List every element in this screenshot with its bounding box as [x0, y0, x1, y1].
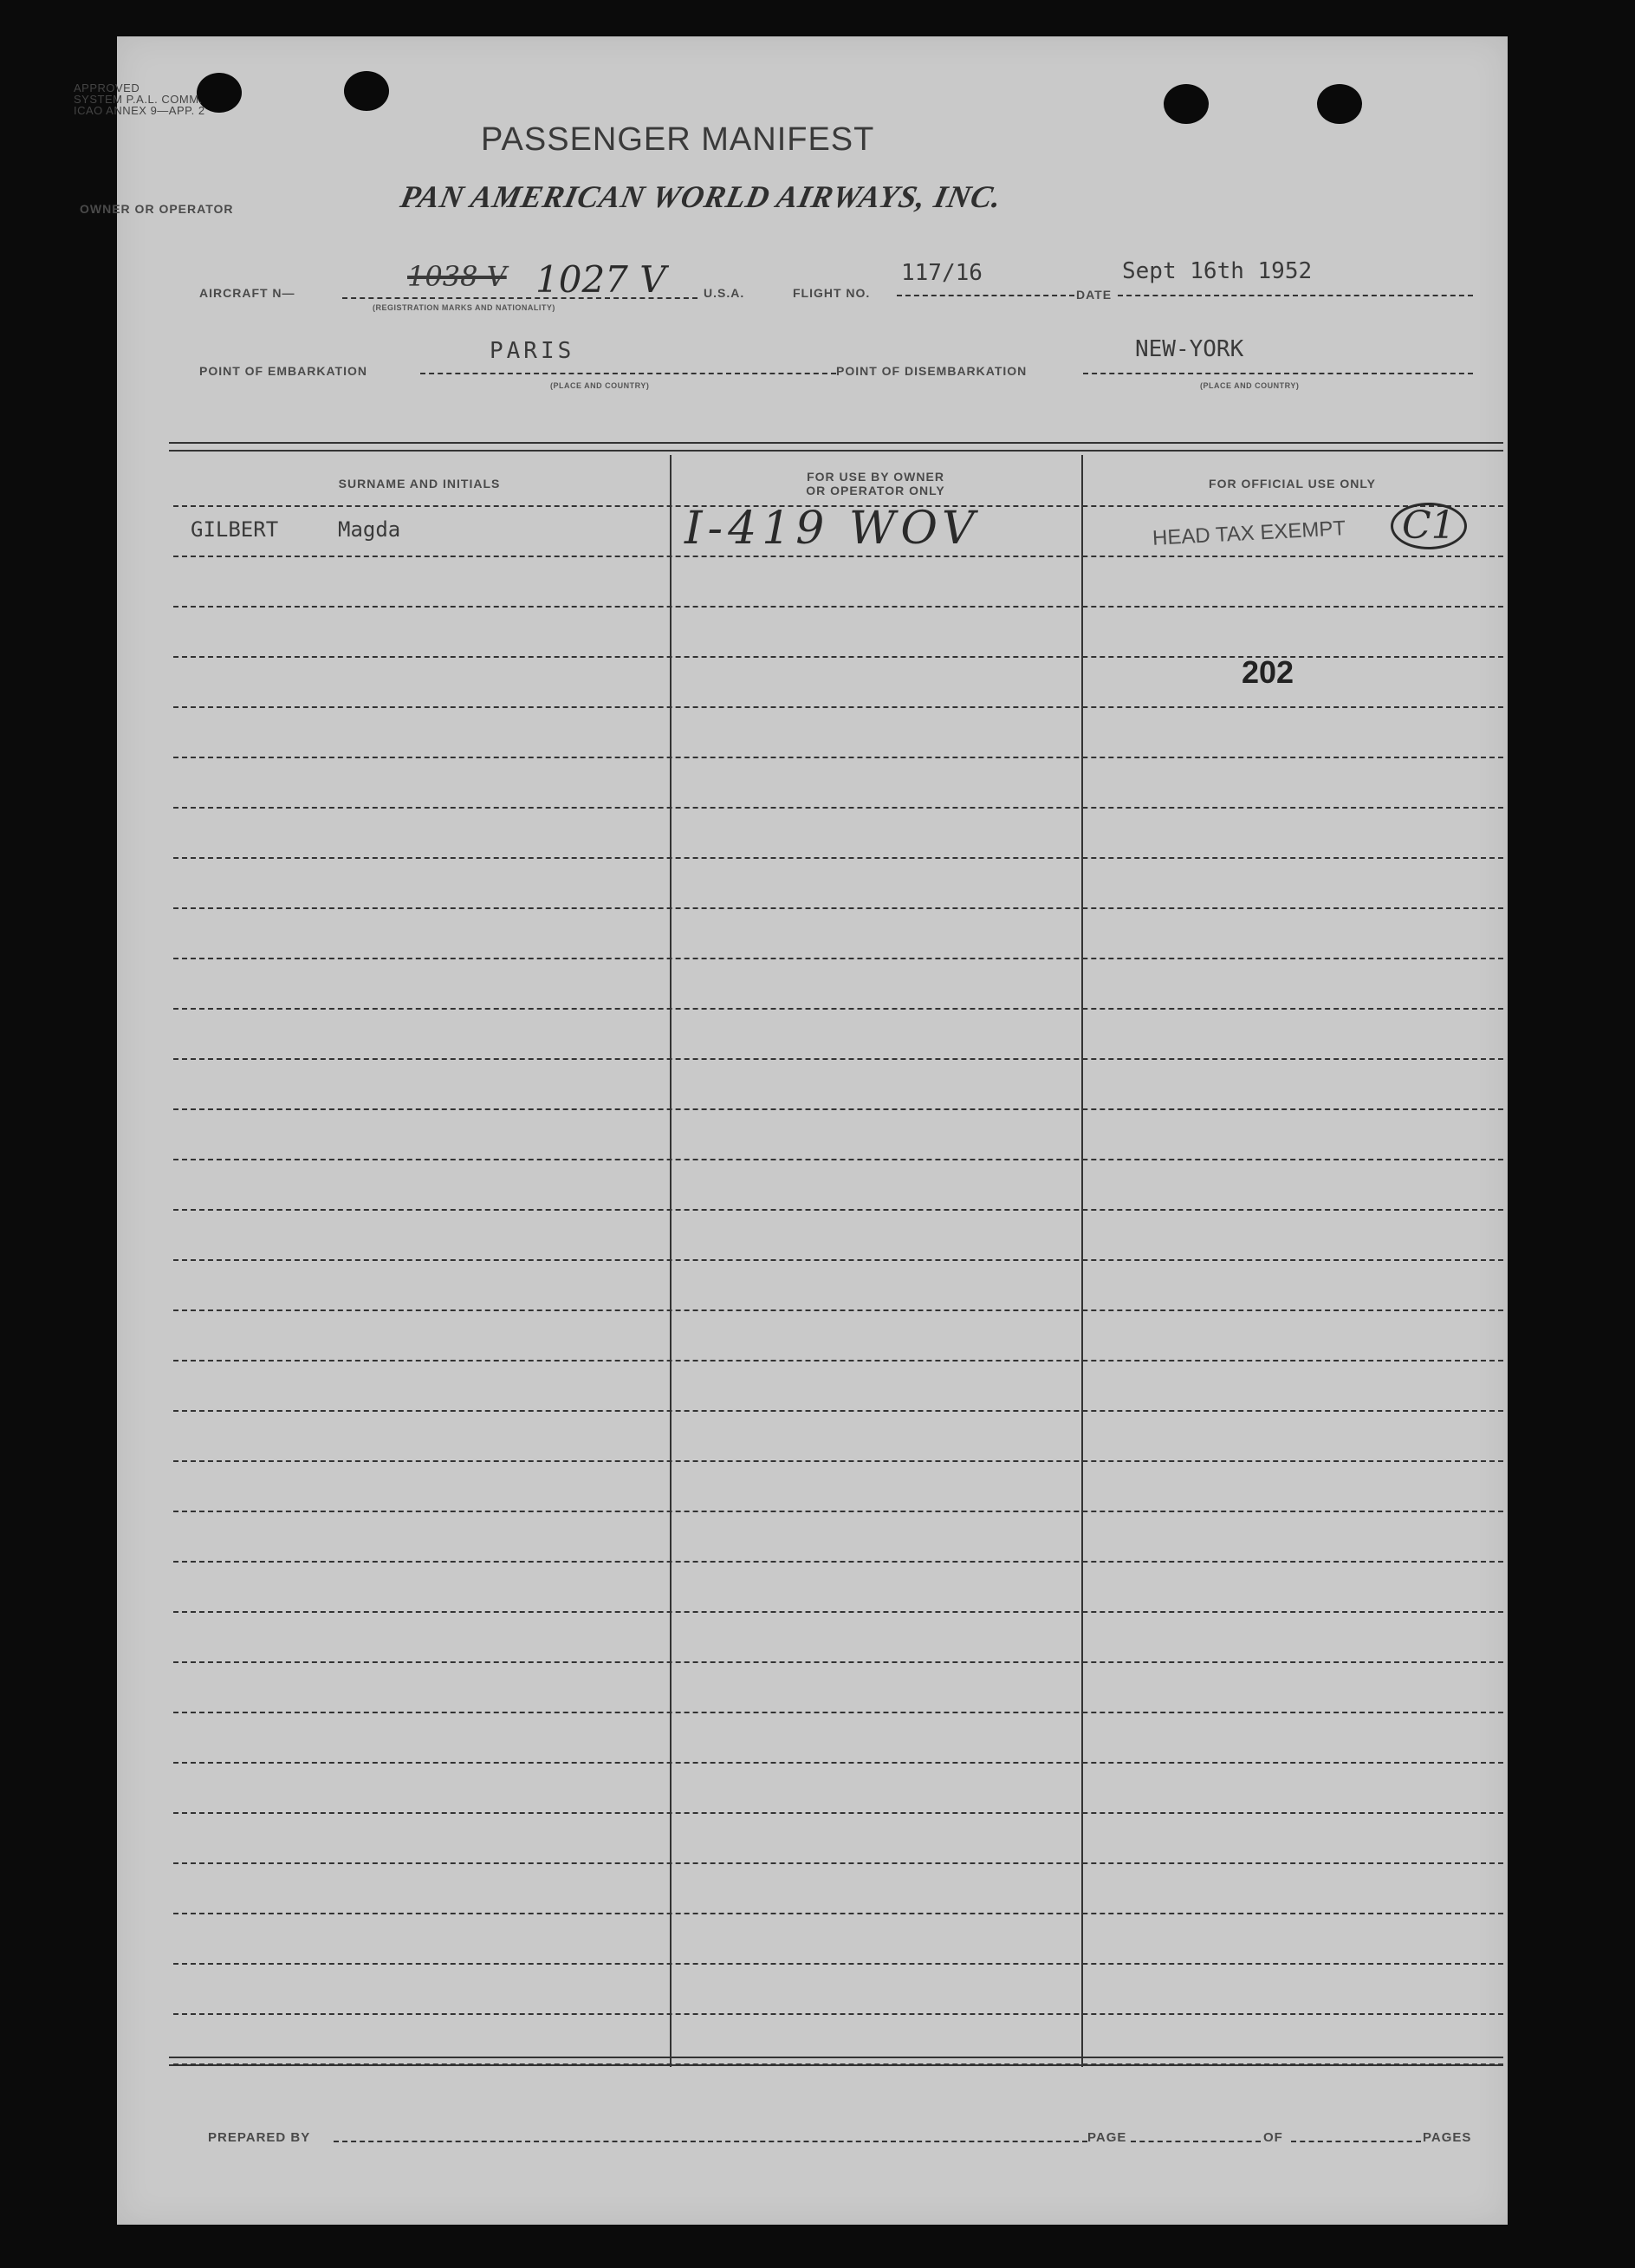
table-row	[173, 2013, 1503, 2015]
embarkation-value: PARIS	[490, 338, 575, 364]
table-row	[173, 1862, 1503, 1864]
table-row	[173, 1561, 1503, 1563]
table-row	[173, 807, 1503, 809]
prepared-by-label: PREPARED BY	[208, 2130, 311, 2145]
passenger-surname: GILBERT	[191, 517, 279, 542]
official-number: 202	[1242, 654, 1294, 690]
embarkation-note: (PLACE AND COUNTRY)	[550, 381, 650, 390]
table-bottom-rule	[169, 2057, 1503, 2066]
punch-hole	[344, 71, 389, 111]
table-row	[173, 1008, 1503, 1010]
disembarkation-value: NEW-YORK	[1135, 336, 1244, 362]
table-row	[173, 1108, 1503, 1110]
operator-name: PAN AMERICAN WORLD AIRWAYS, INC.	[397, 179, 1006, 214]
column-divider	[1081, 455, 1083, 2067]
disembarkation-label: POINT OF DISEMBARKATION	[836, 364, 1028, 378]
table-row	[173, 1913, 1503, 1914]
embarkation-line	[420, 373, 836, 374]
table-row	[173, 1762, 1503, 1764]
of-line	[1291, 2141, 1421, 2142]
table-row	[173, 1309, 1503, 1311]
disembarkation-note: (PLACE AND COUNTRY)	[1200, 381, 1300, 390]
official-mark: C1	[1391, 503, 1467, 549]
punch-hole	[1164, 84, 1209, 124]
table-row	[173, 556, 1503, 557]
table-row	[173, 857, 1503, 859]
table-row	[173, 1611, 1503, 1613]
operator-note: I-419 WOV	[684, 503, 980, 555]
column-header-surname: SURNAME AND INITIALS	[338, 477, 501, 491]
table-row	[173, 907, 1503, 909]
table-row	[173, 1812, 1503, 1814]
table-row	[173, 1963, 1503, 1965]
table-row	[173, 958, 1503, 959]
date-line	[1118, 295, 1473, 296]
flight-label: FLIGHT NO.	[793, 286, 871, 300]
aircraft-number: 1027 V	[535, 258, 666, 301]
table-row	[173, 1209, 1503, 1211]
nationality: U.S.A.	[704, 286, 745, 300]
punch-hole	[1317, 84, 1362, 124]
aircraft-label: AIRCRAFT N—	[199, 286, 295, 300]
table-row	[173, 1661, 1503, 1663]
owner-label: OWNER OR OPERATOR	[80, 202, 234, 216]
table-row	[173, 706, 1503, 708]
table-row	[173, 1360, 1503, 1361]
flight-number: 117/16	[901, 260, 983, 286]
page-line	[1131, 2141, 1261, 2142]
column-header-operator: FOR USE BY OWNER OR OPERATOR ONLY	[806, 470, 945, 497]
date-label: DATE	[1076, 288, 1113, 302]
passenger-table	[169, 438, 1503, 2063]
table-row	[173, 1159, 1503, 1160]
table-row	[173, 1410, 1503, 1412]
date-value: Sept 16th 1952	[1122, 258, 1313, 284]
page-title: PASSENGER MANIFEST	[481, 121, 875, 158]
official-stamp: HEAD TAX EXEMPT	[1152, 517, 1346, 550]
disembarkation-line	[1083, 373, 1473, 374]
column-header-official: FOR OFFICIAL USE ONLY	[1209, 477, 1376, 491]
registration-note: (REGISTRATION MARKS AND NATIONALITY)	[373, 303, 555, 312]
prepared-by-line	[334, 2141, 1087, 2142]
embarkation-label: POINT OF EMBARKATION	[199, 364, 367, 378]
column-divider	[670, 455, 672, 2067]
table-row	[173, 1259, 1503, 1261]
approval-note: APPROVED SYSTEM P.A.L. COMM. ICAO ANNEX 9—APP. 2	[74, 81, 205, 117]
table-row	[173, 1511, 1503, 1512]
flight-line	[897, 295, 1074, 296]
table-row	[173, 1460, 1503, 1462]
aircraft-line	[342, 297, 697, 299]
table-row	[173, 656, 1503, 658]
table-row	[173, 606, 1503, 608]
table-row	[173, 1058, 1503, 1060]
table-row	[173, 757, 1503, 758]
pages-label: PAGES	[1423, 2130, 1472, 2145]
of-label: OF	[1263, 2130, 1283, 2145]
aircraft-struck: 1038 V	[407, 260, 507, 293]
table-top-rule	[169, 442, 1503, 452]
table-row	[173, 1712, 1503, 1713]
passenger-initials: Magda	[338, 517, 401, 542]
page-label: PAGE	[1087, 2130, 1127, 2145]
